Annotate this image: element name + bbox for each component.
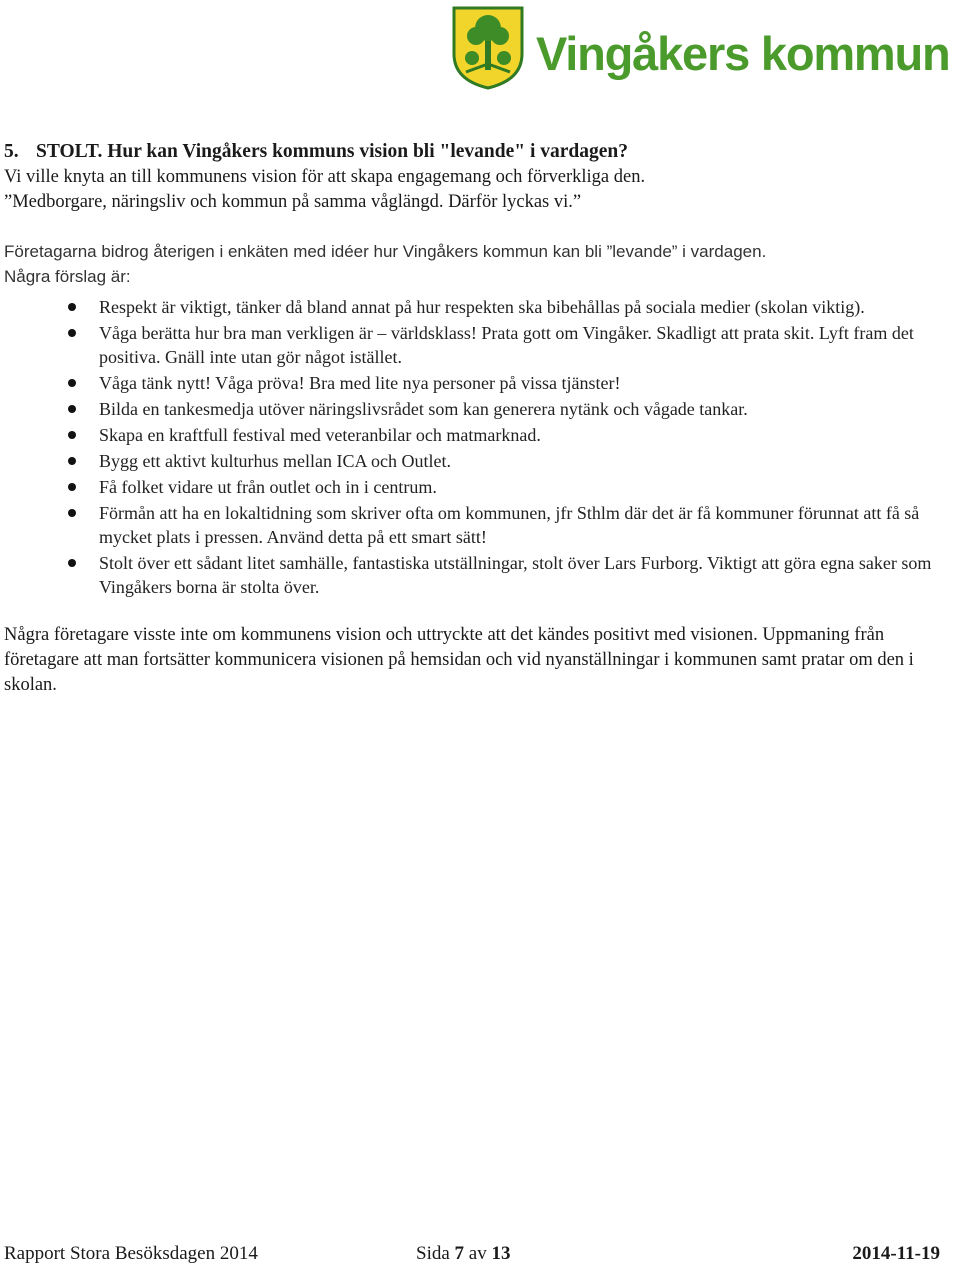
- intro-line: Vi ville knyta an till kommunens vision för att skapa engagemang och förverkliga den.: [4, 167, 646, 187]
- list-item: Bilda en tankesmedja utöver näringslivsrådet som kan generera nytänk och vågade tankar.: [4, 397, 954, 421]
- section-number: 5.: [4, 141, 19, 162]
- brand-name: Vingåkers kommun: [536, 27, 950, 80]
- bullet-icon: [68, 559, 76, 567]
- list-item: Våga tänk nytt! Våga pröva! Bra med lite nya personer på vissa tjänster!: [4, 371, 954, 395]
- report-section: [4, 139, 954, 698]
- bullet-icon: [68, 379, 76, 387]
- bullet-icon: [68, 431, 76, 439]
- report-title: Rapport Stora Besöksdagen 2014: [4, 1243, 258, 1264]
- report-date: 2014-11-19: [852, 1243, 940, 1264]
- closing-paragraph: Några företagare visste inte om kommunens vision och uttryckte att det kändes positivt med visionen. Uppmaning från företagare att man fortsätter kommunicera visionen på hemsidan och vid nyanställningar i kommunen samt pratar om den i skolan.: [4, 625, 914, 695]
- vision-quote: ”Medborgare, näringsliv och kommun på samma våglängd. Därför lyckas vi.”: [4, 192, 582, 212]
- section-title: STOLT. Hur kan Vingåkers kommuns vision bli "levande" i vardagen?: [36, 141, 629, 162]
- bullet-icon: [68, 509, 76, 517]
- section-heading: [4, 139, 954, 165]
- bullet-icon: [68, 329, 76, 337]
- list-item: Bygg ett aktivt kulturhus mellan ICA och Outlet.: [4, 449, 954, 473]
- list-item: Stolt över ett sådant litet samhälle, fantastiska utställningar, stolt över Lars Furborg. Viktigt att göra egna saker som Vingåkers borna är stolta över.: [4, 551, 954, 599]
- bullet-icon: [68, 457, 76, 465]
- municipality-logo: [452, 6, 960, 90]
- list-item: Våga berätta hur bra man verkligen är – världsklass! Prata gott om Vingåker. Skadligt att prata skit. Lyft fram det positiva. Gnäll inte utan gör något istället.: [4, 321, 954, 369]
- bullet-icon: [68, 303, 76, 311]
- bullet-icon: [68, 483, 76, 491]
- page-number: Sida 7 av 13: [416, 1243, 511, 1264]
- list-item: Få folket vidare ut från outlet och in i centrum.: [4, 475, 954, 499]
- list-item: Respekt är viktigt, tänker då bland annat på hur respekten ska bibehållas på sociala medier (skolan viktig).: [4, 295, 954, 319]
- bullet-icon: [68, 405, 76, 413]
- suggestion-list: [4, 295, 954, 599]
- list-item: Förmån att ha en lokaltidning som skriver ofta om kommunen, jfr Sthlm där det är få kommuner förunnat att få så mycket plats i pressen. Använd detta på ett smart sätt!: [4, 501, 954, 549]
- crest-icon: [452, 6, 524, 90]
- list-intro: Några förslag är:: [4, 267, 131, 286]
- list-item: Skapa en kraftfull festival med veteranbilar och matmarknad.: [4, 423, 954, 447]
- lead-text: Företagarna bidrog återigen i enkäten med idéer hur Vingåkers kommun kan bli ”levande” i vardagen.: [4, 242, 767, 261]
- page-footer: [4, 1243, 940, 1269]
